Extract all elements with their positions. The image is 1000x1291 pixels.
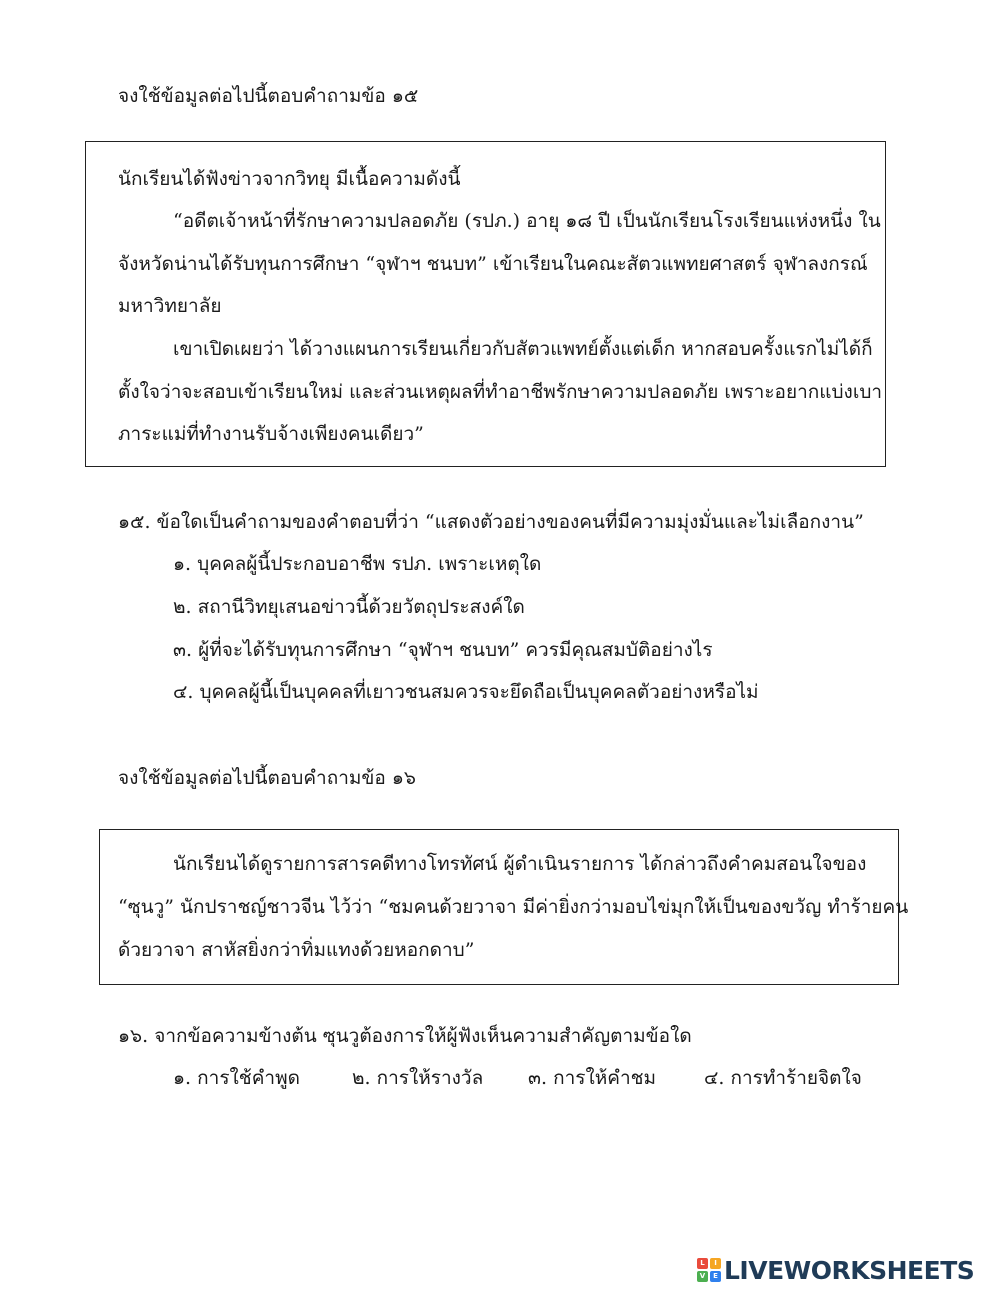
option-15-4[interactable]: ๔. บุคคลผู้นี้เป็นบุคคลที่เยาวชนสมควรจะยึดถือเป็นบุคคลตัวอย่างหรือไม่ bbox=[173, 681, 759, 703]
passage-15-line-3: จังหวัดน่านได้รับทุนการศึกษา “จุฬาฯ ชนบท” เข้าเรียนในคณะสัตวแพทยศาสตร์ จุฬาลงกรณ์ bbox=[118, 253, 868, 275]
option-15-3[interactable]: ๓. ผู้ที่จะได้รับทุนการศึกษา “จุฬาฯ ชนบท” ควรมีคุณสมบัติอย่างไร bbox=[173, 639, 713, 661]
option-16-3[interactable]: ๓. การให้คำชม bbox=[528, 1067, 657, 1089]
passage-16-line-3: ด้วยวาจา สาหัสยิ่งกว่าทิ่มแทงด้วยหอกดาบ” bbox=[118, 939, 475, 961]
passage-15-line-6: ตั้งใจว่าจะสอบเข้าเรียนใหม่ และส่วนเหตุผลที่ทำอาชีพรักษาความปลอดภัย เพราะอยากแบ่งเบา bbox=[118, 381, 883, 403]
passage-15-line-5: เขาเปิดเผยว่า ได้วางแผนการเรียนเกี่ยวกับสัตวแพทย์ตั้งแต่เด็ก หากสอบครั้งแรกไม่ได้ก็ bbox=[173, 338, 873, 360]
passage-15-line-2: “อดีตเจ้าหน้าที่รักษาความปลอดภัย (รปภ.) อายุ ๑๘ ปี เป็นนักเรียนโรงเรียนแห่งหนึ่ง ใน bbox=[173, 210, 881, 232]
passage-15-line-1: นักเรียนได้ฟังข่าวจากวิทยุ มีเนื้อความดังนี้ bbox=[118, 168, 461, 190]
instruction-16: จงใช้ข้อมูลต่อไปนี้ตอบคำถามข้อ ๑๖ bbox=[118, 767, 416, 789]
logo-mark-l: L bbox=[697, 1258, 708, 1269]
option-16-1[interactable]: ๑. การใช้คำพูด bbox=[173, 1067, 300, 1089]
logo-mark-e: E bbox=[710, 1271, 721, 1282]
question-16: ๑๖. จากข้อความข้างต้น ซุนวูต้องการให้ผู้ฟังเห็นความสำคัญตามข้อใด bbox=[118, 1025, 692, 1047]
instruction-15: จงใช้ข้อมูลต่อไปนี้ตอบคำถามข้อ ๑๕ bbox=[118, 85, 419, 107]
logo-text: LIVEWORKSHEETS bbox=[724, 1255, 975, 1285]
option-16-4[interactable]: ๔. การทำร้ายจิตใจ bbox=[704, 1067, 862, 1089]
question-15: ๑๕. ข้อใดเป็นคำถามของคำตอบที่ว่า “แสดงตัวอย่างของคนที่มีความมุ่งมั่นและไม่เลือกงาน” bbox=[118, 511, 864, 533]
option-15-1[interactable]: ๑. บุคคลผู้นี้ประกอบอาชีพ รปภ. เพราะเหตุใด bbox=[173, 553, 542, 575]
option-16-2[interactable]: ๒. การให้รางวัล bbox=[352, 1067, 484, 1089]
option-15-2[interactable]: ๒. สถานีวิทยุเสนอข่าวนี้ด้วยวัตถุประสงค์ใด bbox=[173, 596, 525, 618]
liveworksheets-logo bbox=[697, 1252, 997, 1288]
liveworksheets-logo-icon bbox=[697, 1258, 721, 1282]
passage-15-line-4: มหาวิทยาลัย bbox=[118, 295, 222, 317]
passage-16-line-2: “ซุนวู” นักปราชญ์ชาวจีน ไว้ว่า “ชมคนด้วยวาจา มีค่ายิ่งกว่ามอบไข่มุกให้เป็นของขวัญ ทำร้ายคน bbox=[118, 896, 909, 918]
logo-mark-i: I bbox=[710, 1258, 721, 1269]
passage-15-line-7: ภาระแม่ที่ทำงานรับจ้างเพียงคนเดียว” bbox=[118, 423, 424, 445]
passage-16-line-1: นักเรียนได้ดูรายการสารคดีทางโทรทัศน์ ผู้ดำเนินรายการ ได้กล่าวถึงคำคมสอนใจของ bbox=[173, 853, 867, 875]
logo-mark-v: V bbox=[697, 1271, 708, 1282]
